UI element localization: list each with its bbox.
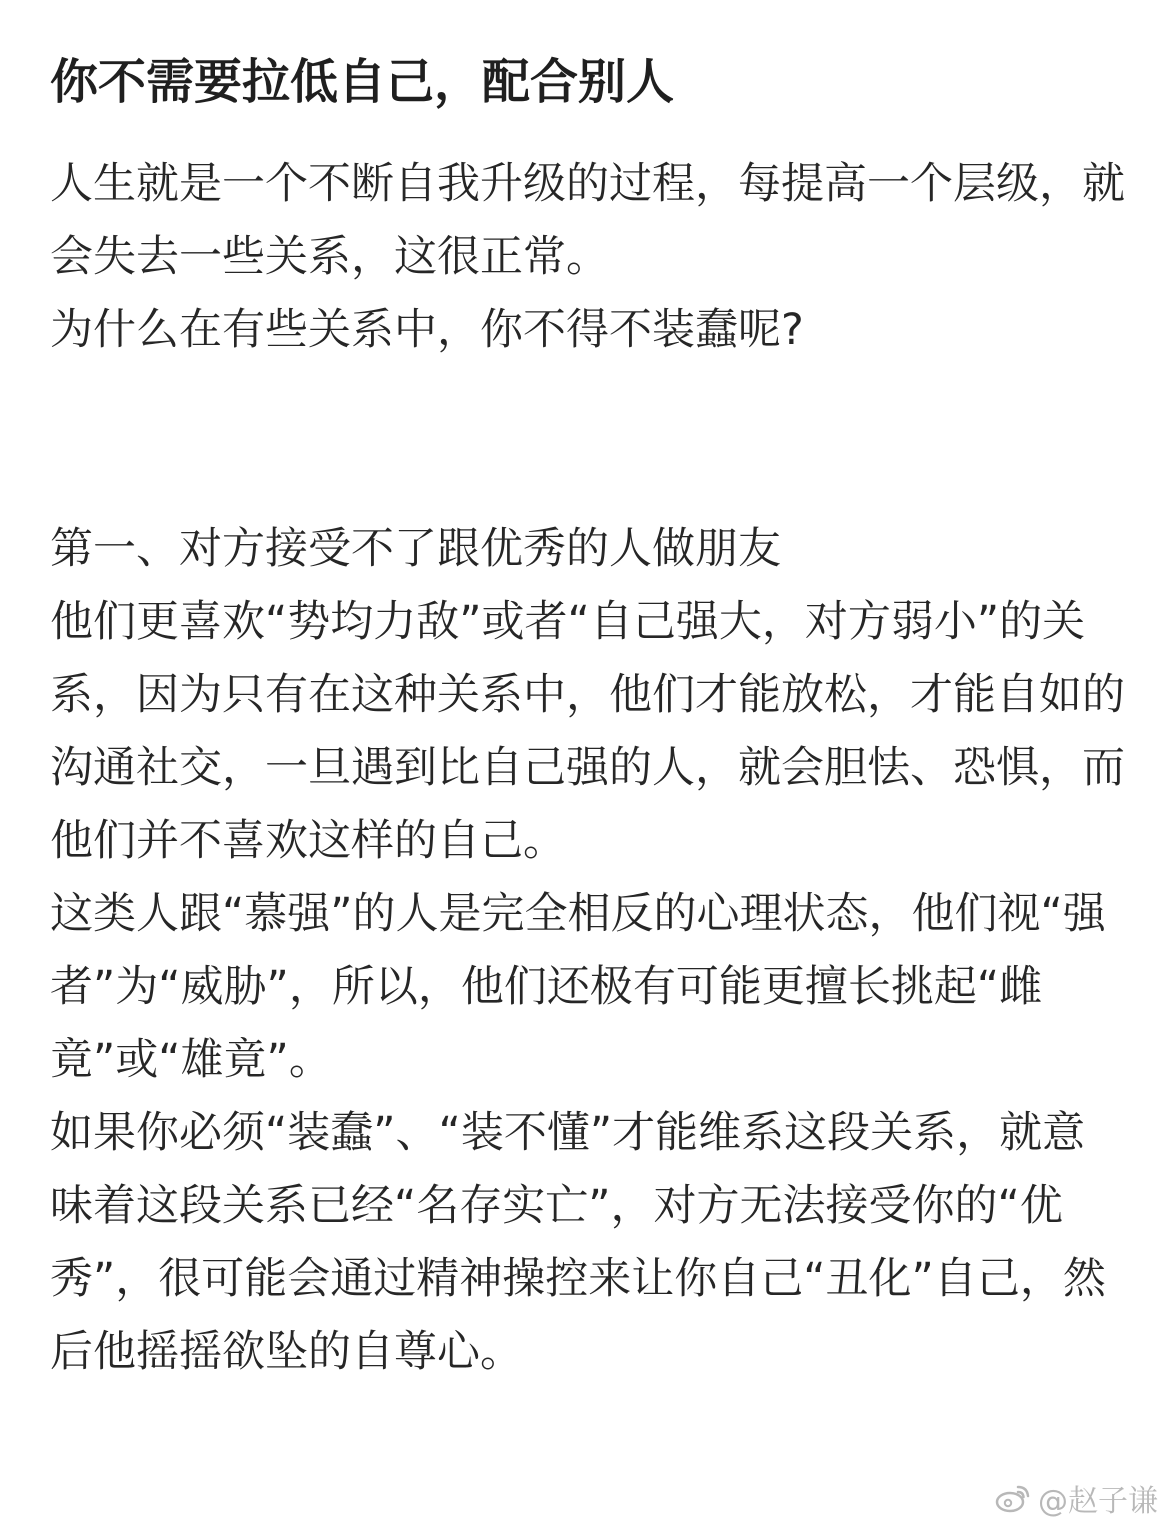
post-title: 你不需要拉低自己，配合别人 (50, 54, 675, 110)
paragraph-spacer (50, 367, 1125, 513)
section-heading: 第一、对方接受不了跟优秀的人做朋友 (50, 524, 781, 574)
paragraph-intro: 人生就是一个不断自我升级的过程，每提高一个层级，就会失去一些关系，这很正常。 (50, 159, 1125, 282)
weibo-icon (994, 1482, 1032, 1514)
weibo-watermark (994, 1476, 1158, 1520)
paragraph-question: 为什么在有些关系中，你不得不装蠢呢? (50, 305, 804, 355)
paragraph-conclusion: 如果你必须“装蠢”、“装不懂”才能维系这段关系，就意味着这段关系已经“名存实亡”，对方无法接受你的“优秀”，很可能会通过精神操控来让你自己“丑化”自己，然后他摇摇欲坠的自尊心。 (50, 1108, 1106, 1377)
paragraph-contrast: 这类人跟“慕强”的人是完全相反的心理状态，他们视“强者”为“威胁”，所以，他们还极有可能更擅长挑起“雌竟”或“雄竟”。 (50, 889, 1106, 1085)
post-body (50, 148, 1125, 1389)
watermark-author: @赵子谦 (1038, 1484, 1158, 1519)
paragraph-explanation: 他们更喜欢“势均力敌”或者“自己强大，对方弱小”的关系，因为只有在这种关系中，他们才能放松，才能自如的沟通社交，一旦遇到比自己强的人，就会胆怯、恐惧，而他们并不喜欢这样的自己。 (50, 597, 1125, 866)
